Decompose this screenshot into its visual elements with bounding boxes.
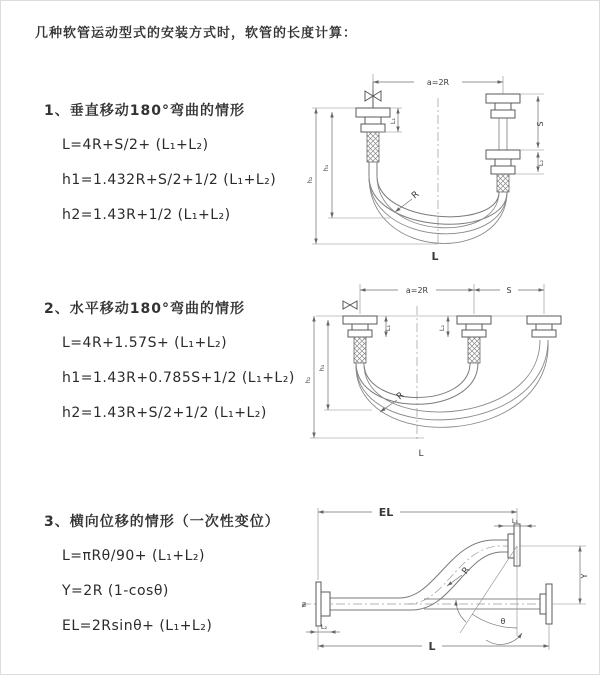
braid-section — [354, 337, 366, 363]
section-3-heading: 3、横向位移的情形（一次性变位） — [44, 514, 280, 530]
right-fitting-original — [486, 150, 520, 192]
formula-line: Y=2R (1-cosθ) — [62, 583, 169, 599]
middle-fitting-original — [457, 316, 491, 363]
dim-label-l1: L₁ — [389, 117, 397, 125]
dim-label-l2: L₂ — [537, 159, 545, 167]
dim-label-h2: h₂ — [304, 376, 312, 384]
section-horizontal-move — [44, 298, 295, 431]
dim-a2r — [373, 74, 503, 94]
section-2-heading: 2、水平移动180°弯曲的情形 — [44, 301, 245, 317]
right-fitting-displaced — [527, 316, 561, 337]
angle-construction — [456, 546, 522, 644]
dim-label-s: S — [506, 286, 512, 295]
hose-curves — [356, 340, 548, 427]
formula-line: h2=1.43R+S/2+1/2 (L₁+L₂) — [62, 405, 267, 421]
dim-l2 — [438, 316, 448, 337]
braid-section — [367, 132, 379, 162]
dim-label-l2: L₂ — [320, 623, 328, 631]
hose-curves — [330, 540, 508, 610]
formula-line: EL=2Rsinθ+ (L₁+L₂) — [62, 618, 213, 634]
axis-mark: Z — [301, 601, 307, 609]
diagram-lateral-displacement — [296, 500, 598, 652]
braid-section — [468, 337, 480, 363]
dim-label-s: S — [536, 121, 545, 127]
dim-label-l2: L₂ — [438, 324, 446, 332]
valve-icon — [343, 301, 357, 309]
length-label: L — [428, 640, 436, 652]
radius-leader — [447, 565, 472, 586]
section-vertical-move — [44, 100, 276, 233]
dim-l2 — [537, 152, 545, 172]
dim-label-h1: h₁ — [322, 164, 330, 172]
dim-label-l1: L₁ — [384, 324, 392, 332]
dim-el — [318, 506, 517, 580]
right-fitting-displaced — [486, 94, 520, 150]
section-lateral-move — [44, 511, 280, 644]
right-lower-flange — [540, 584, 552, 624]
section-1-formulas — [44, 128, 276, 233]
left-fitting — [356, 108, 390, 162]
section-2-formulas — [44, 326, 295, 431]
formula-line: L=4R+S/2+ (L₁+L₂) — [62, 137, 209, 153]
radius-leader — [395, 190, 421, 212]
page-title: 几种软管运动型式的安装方式时，软管的长度计算： — [35, 26, 358, 41]
dim-l1 — [494, 517, 536, 526]
section-1-heading: 1、垂直移动180°弯曲的情形 — [44, 103, 245, 119]
dim-a2r — [360, 284, 544, 314]
dim-l1 — [384, 316, 392, 337]
upper-flange-displaced — [508, 524, 520, 566]
formula-line: h1=1.432R+S/2+1/2 (L₁+L₂) — [62, 172, 277, 188]
radius-label: R — [395, 390, 407, 403]
length-label: L — [431, 250, 439, 263]
dim-label-l1: L₁ — [511, 517, 519, 525]
dim-label-h1: h₁ — [318, 364, 326, 372]
dim-label-a2r: a=2R — [405, 286, 429, 295]
formula-line: h2=1.43R+1/2 (L₁+L₂) — [62, 207, 231, 223]
section-3-formulas — [44, 539, 280, 644]
radius-label: R — [460, 565, 473, 577]
braid-section — [497, 174, 509, 192]
left-flange — [316, 582, 330, 626]
formula-line: L=4R+1.57S+ (L₁+L₂) — [62, 335, 228, 351]
dim-label-el: EL — [378, 506, 394, 519]
formula-line: h1=1.43R+0.785S+1/2 (L₁+L₂) — [62, 370, 295, 386]
dim-label-h2: h₂ — [306, 176, 314, 184]
left-fitting — [343, 316, 377, 363]
length-label: L — [418, 449, 424, 459]
dim-label-a2r: a=2R — [426, 78, 450, 87]
diagram-horizontal-move-180 — [302, 276, 594, 462]
formula-line: L=πRθ/90+ (L₁+L₂) — [62, 548, 205, 564]
dim-y — [520, 546, 589, 604]
radius-label: R — [410, 189, 422, 202]
dim-l2 — [306, 623, 340, 632]
dim-label-y: Y — [580, 573, 589, 579]
dim-s — [474, 286, 544, 295]
angle-label: θ — [500, 617, 506, 626]
diagram-vertical-move-180 — [298, 66, 576, 266]
